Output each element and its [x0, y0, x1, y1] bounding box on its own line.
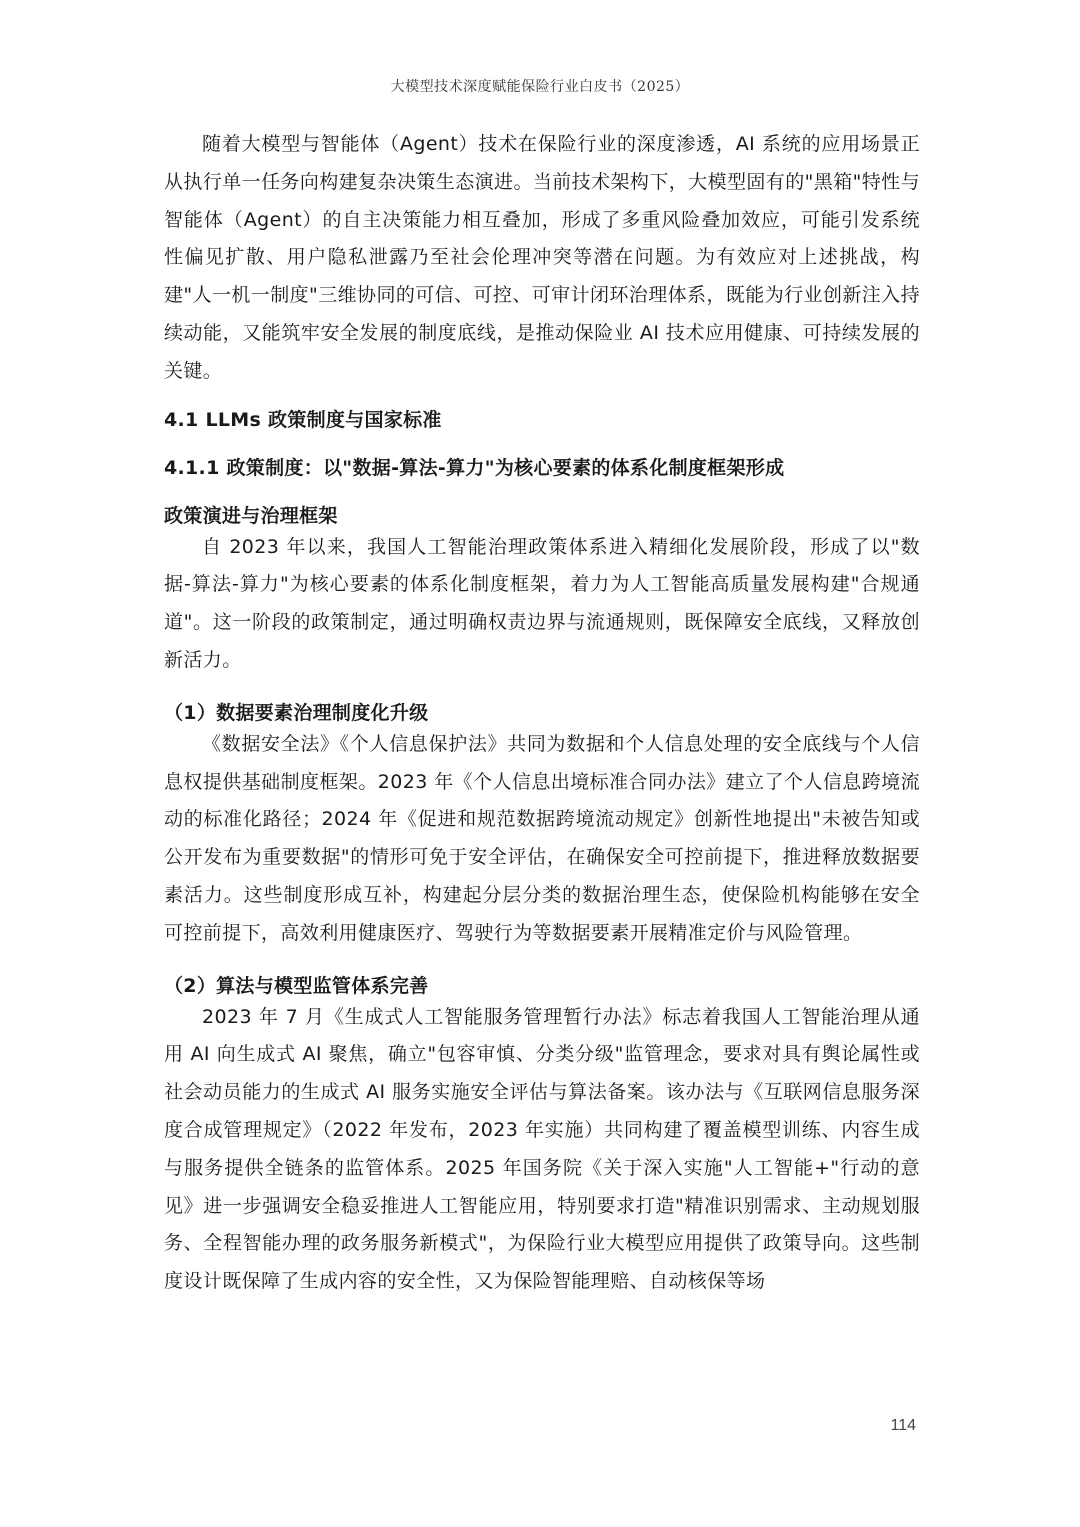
item1-heading: （1）数据要素治理制度化升级	[164, 701, 429, 724]
item2-heading: （2）算法与模型监管体系完善	[164, 974, 429, 997]
subsection-heading: 4.1.1 政策制度：以"数据-算法-算力"为核心要素的体系化制度框架形成	[164, 456, 785, 479]
topic-heading: 政策演进与治理框架	[164, 504, 338, 527]
item1-paragraph: 《数据安全法》《个人信息保护法》共同为数据和个人信息处理的安全底线与个人信息权提供基础制度框架。2023 年《个人信息出境标准合同办法》建立了个人信息跨境流动的标准化路径；2024 年《促进和规范数据跨境流动规定》创新性地提出"未被告知或公开发布为重要数据"的情形可免于安全评估，在确保安全可控前提下，推进释放数据要素活力。这些制度形成互补，构建起分层分类的数据治理生态，使保险机构能够在安全可控前提下，高效利用健康医疗、驾驶行为等数据要素开展精准定价与风险管理。	[164, 732, 920, 944]
item2-paragraph: 2023 年 7 月《生成式人工智能服务管理暂行办法》标志着我国人工智能治理从通用 AI 向生成式 AI 聚焦，确立"包容审慎、分类分级"监管理念，要求对具有舆论属性或社会动员能力的生成式 AI 服务实施安全评估与算法备案。该办法与《互联网信息服务深度合成管理规定》（2022 年发布，2023 年实施）共同构建了覆盖模型训练、内容生成与服务提供全链条的监管体系。2025 年国务院《关于深入实施"人工智能+"行动的意见》进一步强调安全稳妥推进人工智能应用，特别要求打造"精准识别需求、主动规划服务、全程智能办理的政务服务新模式"，为保险行业大模型应用提供了政策导向。这些制度设计既保障了生成内容的安全性，又为保险智能理赔、自动核保等场	[164, 1005, 920, 1293]
page-content	[164, 126, 920, 1301]
intro-paragraph: 随着大模型与智能体（Agent）技术在保险行业的深度渗透，AI 系统的应用场景正从执行单一任务向构建复杂决策生态演进。当前技术架构下，大模型固有的"黑箱"特性与智能体（Agent）的自主决策能力相互叠加，形成了多重风险叠加效应，可能引发系统性偏见扩散、用户隐私泄露乃至社会伦理冲突等潜在问题。为有效应对上述挑战，构建"人一机一制度"三维协同的可信、可控、可审计闭环治理体系，既能为行业创新注入持续动能，又能筑牢安全发展的制度底线，是推动保险业 AI 技术应用健康、可持续发展的关键。	[164, 133, 920, 382]
section-heading: 4.1 LLMs 政策制度与国家标准	[164, 408, 442, 431]
page-number: 114	[890, 1417, 916, 1434]
running-header: 大模型技术深度赋能保险行业白皮书（2025）	[390, 79, 690, 95]
topic-paragraph: 自 2023 年以来，我国人工智能治理政策体系进入精细化发展阶段，形成了以"数据-算法-算力"为核心要素的体系化制度框架，着力为人工智能高质量发展构建"合规通道"。这一阶段的政策制定，通过明确权责边界与流通规则，既保障安全底线，又释放创新活力。	[164, 535, 920, 671]
